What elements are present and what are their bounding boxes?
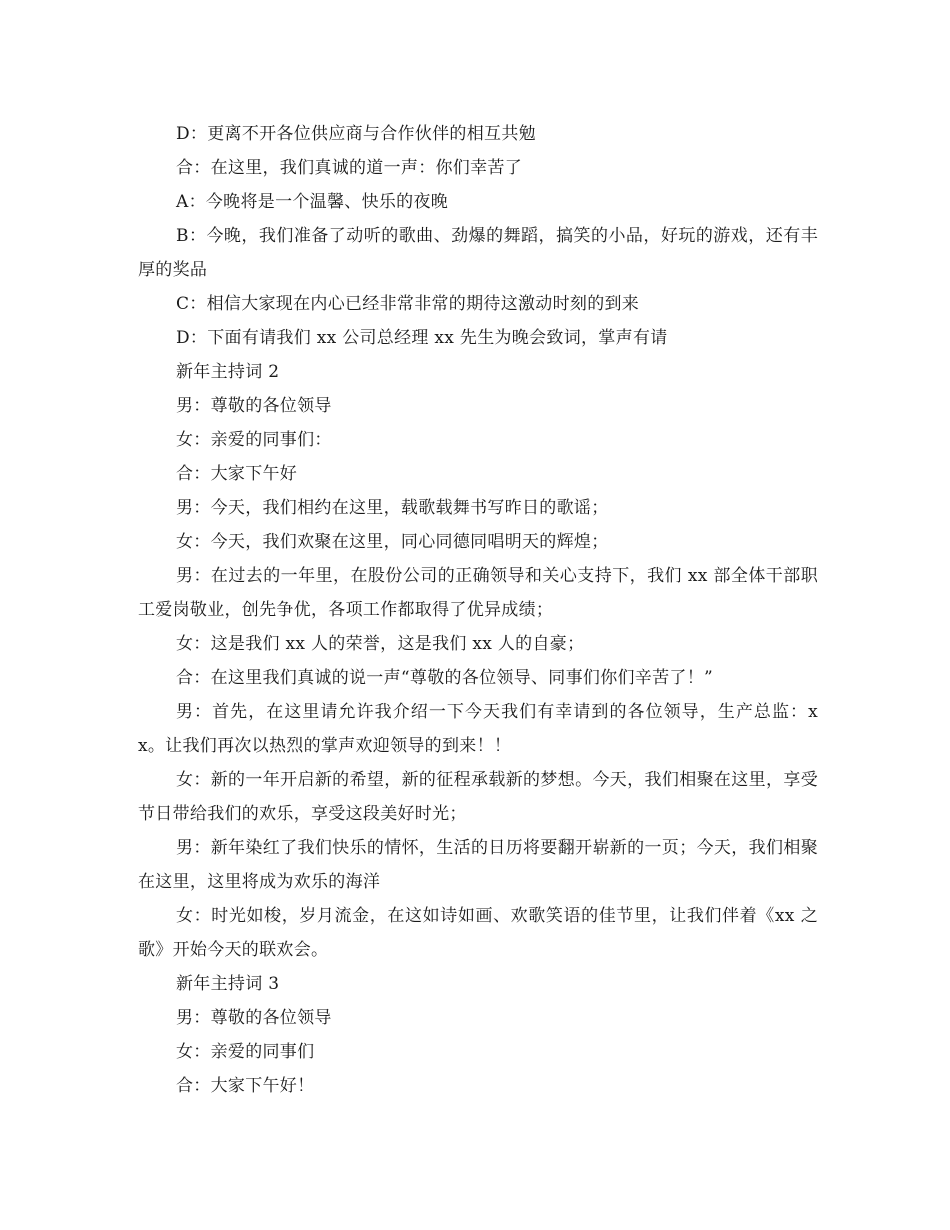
paragraph: 合：大家下午好！ [176, 1076, 315, 1096]
paragraph: 女：亲爱的同事们： [176, 430, 332, 450]
paragraph: B：今晚，我们准备了动听的歌曲、劲爆的舞蹈，搞笑的小品，好玩的游戏，还有丰厚的奖品 [138, 226, 818, 280]
paragraph: D：更离不开各位供应商与合作伙伴的相互共勉 [176, 124, 536, 144]
paragraph: 女：新的一年开启新的希望，新的征程承载新的梦想。今天，我们相聚在这里，享受节日带给我们的欢乐，享受这段美好时光； [138, 770, 818, 824]
paragraph: 男：今天，我们相约在这里，载歌载舞书写昨日的歌谣； [176, 498, 609, 518]
paragraph: 女：今天，我们欢聚在这里，同心同德同唱明天的辉煌； [176, 532, 609, 552]
paragraph: 女：亲爱的同事们 [176, 1042, 315, 1062]
paragraph: 合：在这里我们真诚的说一声“尊敬的各位领导、同事们你们辛苦了！” [176, 668, 713, 688]
paragraph: 男：尊敬的各位领导 [176, 1008, 332, 1028]
paragraph: 男：首先，在这里请允许我介绍一下今天我们有幸请到的各位领导，生产总监：xx。让我们再次以热烈的掌声欢迎领导的到来！！ [138, 702, 818, 756]
paragraph: 男：尊敬的各位领导 [176, 396, 332, 416]
paragraph: 女：这是我们 xx 人的荣誉，这是我们 xx 人的自豪； [176, 634, 585, 654]
paragraph: C：相信大家现在内心已经非常非常的期待这激动时刻的到来 [176, 294, 640, 314]
section-heading: 新年主持词 2 [176, 362, 280, 382]
paragraph: D：下面有请我们 xx 公司总经理 xx 先生为晚会致词，掌声有请 [176, 328, 668, 348]
paragraph: 男：在过去的一年里，在股份公司的正确领导和关心支持下，我们 xx 部全体干部职工爱岗敬业，创先争优，各项工作都取得了优异成绩； [138, 566, 818, 620]
paragraph: 男：新年染红了我们快乐的情怀，生活的日历将要翻开崭新的一页；今天，我们相聚在这里，这里将成为欢乐的海洋 [138, 838, 818, 892]
paragraph: 合：大家下午好 [176, 464, 298, 484]
document-body [138, 117, 818, 1103]
paragraph: A：今晚将是一个温馨、快乐的夜晚 [176, 192, 449, 212]
section-heading: 新年主持词 3 [176, 974, 280, 994]
paragraph: 合：在这里，我们真诚的道一声：你们幸苦了 [176, 158, 522, 178]
paragraph: 女：时光如梭，岁月流金，在这如诗如画、欢歌笑语的佳节里，让我们伴着《xx 之歌》开始今天的联欢会。 [138, 906, 818, 960]
